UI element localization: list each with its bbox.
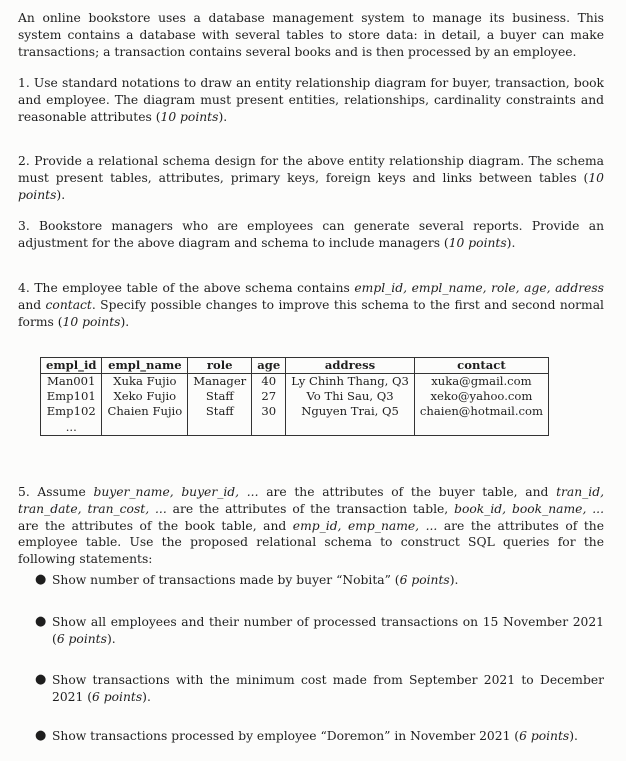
list-item-end: ). (449, 573, 459, 587)
question-5 (18, 484, 604, 568)
bullet-icon: ● (35, 728, 47, 743)
list-item-text: Show transactions processed by employee “Doremon” in November 2021 ( (52, 729, 520, 743)
question-4-contact-field: contact (45, 297, 92, 312)
question-1-end: ). (218, 109, 228, 124)
question-5-buyer-fields: buyer_name, buyer_id, ... (93, 485, 259, 499)
question-4-points: 10 points (62, 314, 121, 329)
question-4-text: 4. The employee table of the above schema contains (18, 281, 355, 295)
table-cell: Staff (188, 404, 252, 419)
question-2-text: 2. Provide a relational schema design for the above entity relationship diagram. The schema must present tables, attributes, primary keys, foreign keys and links between tables ( (18, 154, 604, 185)
list-item-text: Show transactions with the minimum cost made from September 2021 to December 2021 ( (52, 673, 604, 704)
question-3 (18, 218, 604, 252)
question-4-fields: empl_id, empl_name, role, age, address (354, 281, 604, 295)
table-cell: Xuka Fujio (102, 374, 188, 390)
question-2-points: 10 points (18, 170, 604, 202)
list-item-text: Show number of transactions made by buyer “Nobita” ( (52, 573, 400, 587)
list-item-end: ). (106, 631, 116, 646)
question-5-text-3: are the attributes of the transaction table, (166, 501, 455, 516)
question-3-text: 3. Bookstore managers who are employees can generate several reports. Provide an adjustment for the above diagram and schema to include managers ( (18, 219, 604, 250)
table-cell: 30 (252, 404, 286, 419)
column-header: address (286, 358, 415, 374)
list-item (35, 572, 604, 589)
question-2 (18, 153, 604, 203)
bullet-icon: ● (35, 614, 47, 629)
question-3-end: ). (506, 235, 516, 250)
list-item (35, 672, 604, 706)
question-5-text-5: are the attributes of the employee table. Use the proposed relational schema to construct SQL queries for the following statements: (18, 518, 605, 567)
table-cell (252, 419, 286, 436)
question-4 (18, 280, 604, 330)
question-5-text-4: are the attributes of the book table, and (18, 518, 293, 533)
question-5-text-2: are the attributes of the buyer table, and (258, 485, 557, 499)
table-cell: Chaien Fujio (102, 404, 188, 419)
column-header: contact (414, 358, 548, 374)
intro-paragraph: An online bookstore uses a database management system to manage its business. This system contains a database with several tables to store data: in detail, a buyer can make transactions; a transaction contains several books and is then processed by an employee. (18, 11, 604, 59)
column-header: age (252, 358, 286, 374)
table-cell: xeko@yahoo.com (414, 389, 548, 404)
list-item-end: ). (142, 689, 151, 704)
table-cell: 40 (252, 374, 286, 390)
list-item-points: 6 points (56, 631, 107, 646)
table-row (41, 374, 549, 390)
question-5-transaction-fields: tran_id, tran_date, tran_cost, ... (18, 485, 604, 516)
question-1-text: 1. Use standard notations to draw an entity relationship diagram for buyer, transaction, book and employee. The diagram must present entities, relationships, cardinality constraints and reasonable attributes ( (18, 76, 604, 124)
table-cell: Nguyen Trai, Q5 (286, 404, 415, 419)
table-cell: Xeko Fujio (102, 389, 188, 404)
list-item-text: Show all employees and their number of processed transactions on 15 November 2021 ( (52, 615, 604, 646)
list-item (35, 728, 604, 745)
table-cell (286, 419, 415, 436)
question-4-and: and (18, 297, 46, 312)
table-cell: ... (41, 419, 102, 436)
table-row (41, 389, 549, 404)
table-cell: Vo Thi Sau, Q3 (286, 389, 415, 404)
question-5-book-fields: book_id, book_name, ... (454, 501, 604, 516)
table-cell: xuka@gmail.com (414, 374, 548, 390)
question-5-text: 5. Assume (18, 485, 94, 499)
list-item (35, 614, 604, 648)
table-cell: Staff (188, 389, 252, 404)
list-item-points: 6 points (92, 689, 143, 704)
column-header: empl_id (41, 358, 102, 374)
question-4-end: ). (120, 314, 130, 329)
question-5-employee-fields: emp_id, emp_name, ... (292, 518, 438, 533)
column-header: empl_name (102, 358, 188, 374)
table-row (41, 404, 549, 419)
list-item-points: 6 points (399, 573, 450, 587)
list-item-end: ). (569, 729, 578, 743)
question-1-points: 10 points (160, 109, 219, 124)
table-cell: Emp102 (41, 404, 102, 419)
bullet-icon: ● (35, 672, 47, 687)
table-cell: Emp101 (41, 389, 102, 404)
bullet-icon: ● (35, 572, 47, 587)
question-2-end: ). (56, 187, 66, 202)
question-3-points: 10 points (448, 235, 507, 250)
employee-table (40, 357, 549, 436)
table-cell: Ly Chinh Thang, Q3 (286, 374, 415, 390)
table-cell: 27 (252, 389, 286, 404)
table-cell: Man001 (41, 374, 102, 390)
table-cell: Manager (188, 374, 252, 390)
table-cell (188, 419, 252, 436)
table-header-row (41, 358, 549, 374)
table-row (41, 419, 549, 436)
column-header: role (188, 358, 252, 374)
list-item-points: 6 points (519, 729, 570, 743)
table-cell: chaien@hotmail.com (414, 404, 548, 419)
question-4-text-2: . Specify possible changes to improve this schema to the first and second normal forms ( (18, 297, 604, 329)
question-1 (18, 75, 604, 125)
table-cell (102, 419, 188, 436)
table-cell (414, 419, 548, 436)
